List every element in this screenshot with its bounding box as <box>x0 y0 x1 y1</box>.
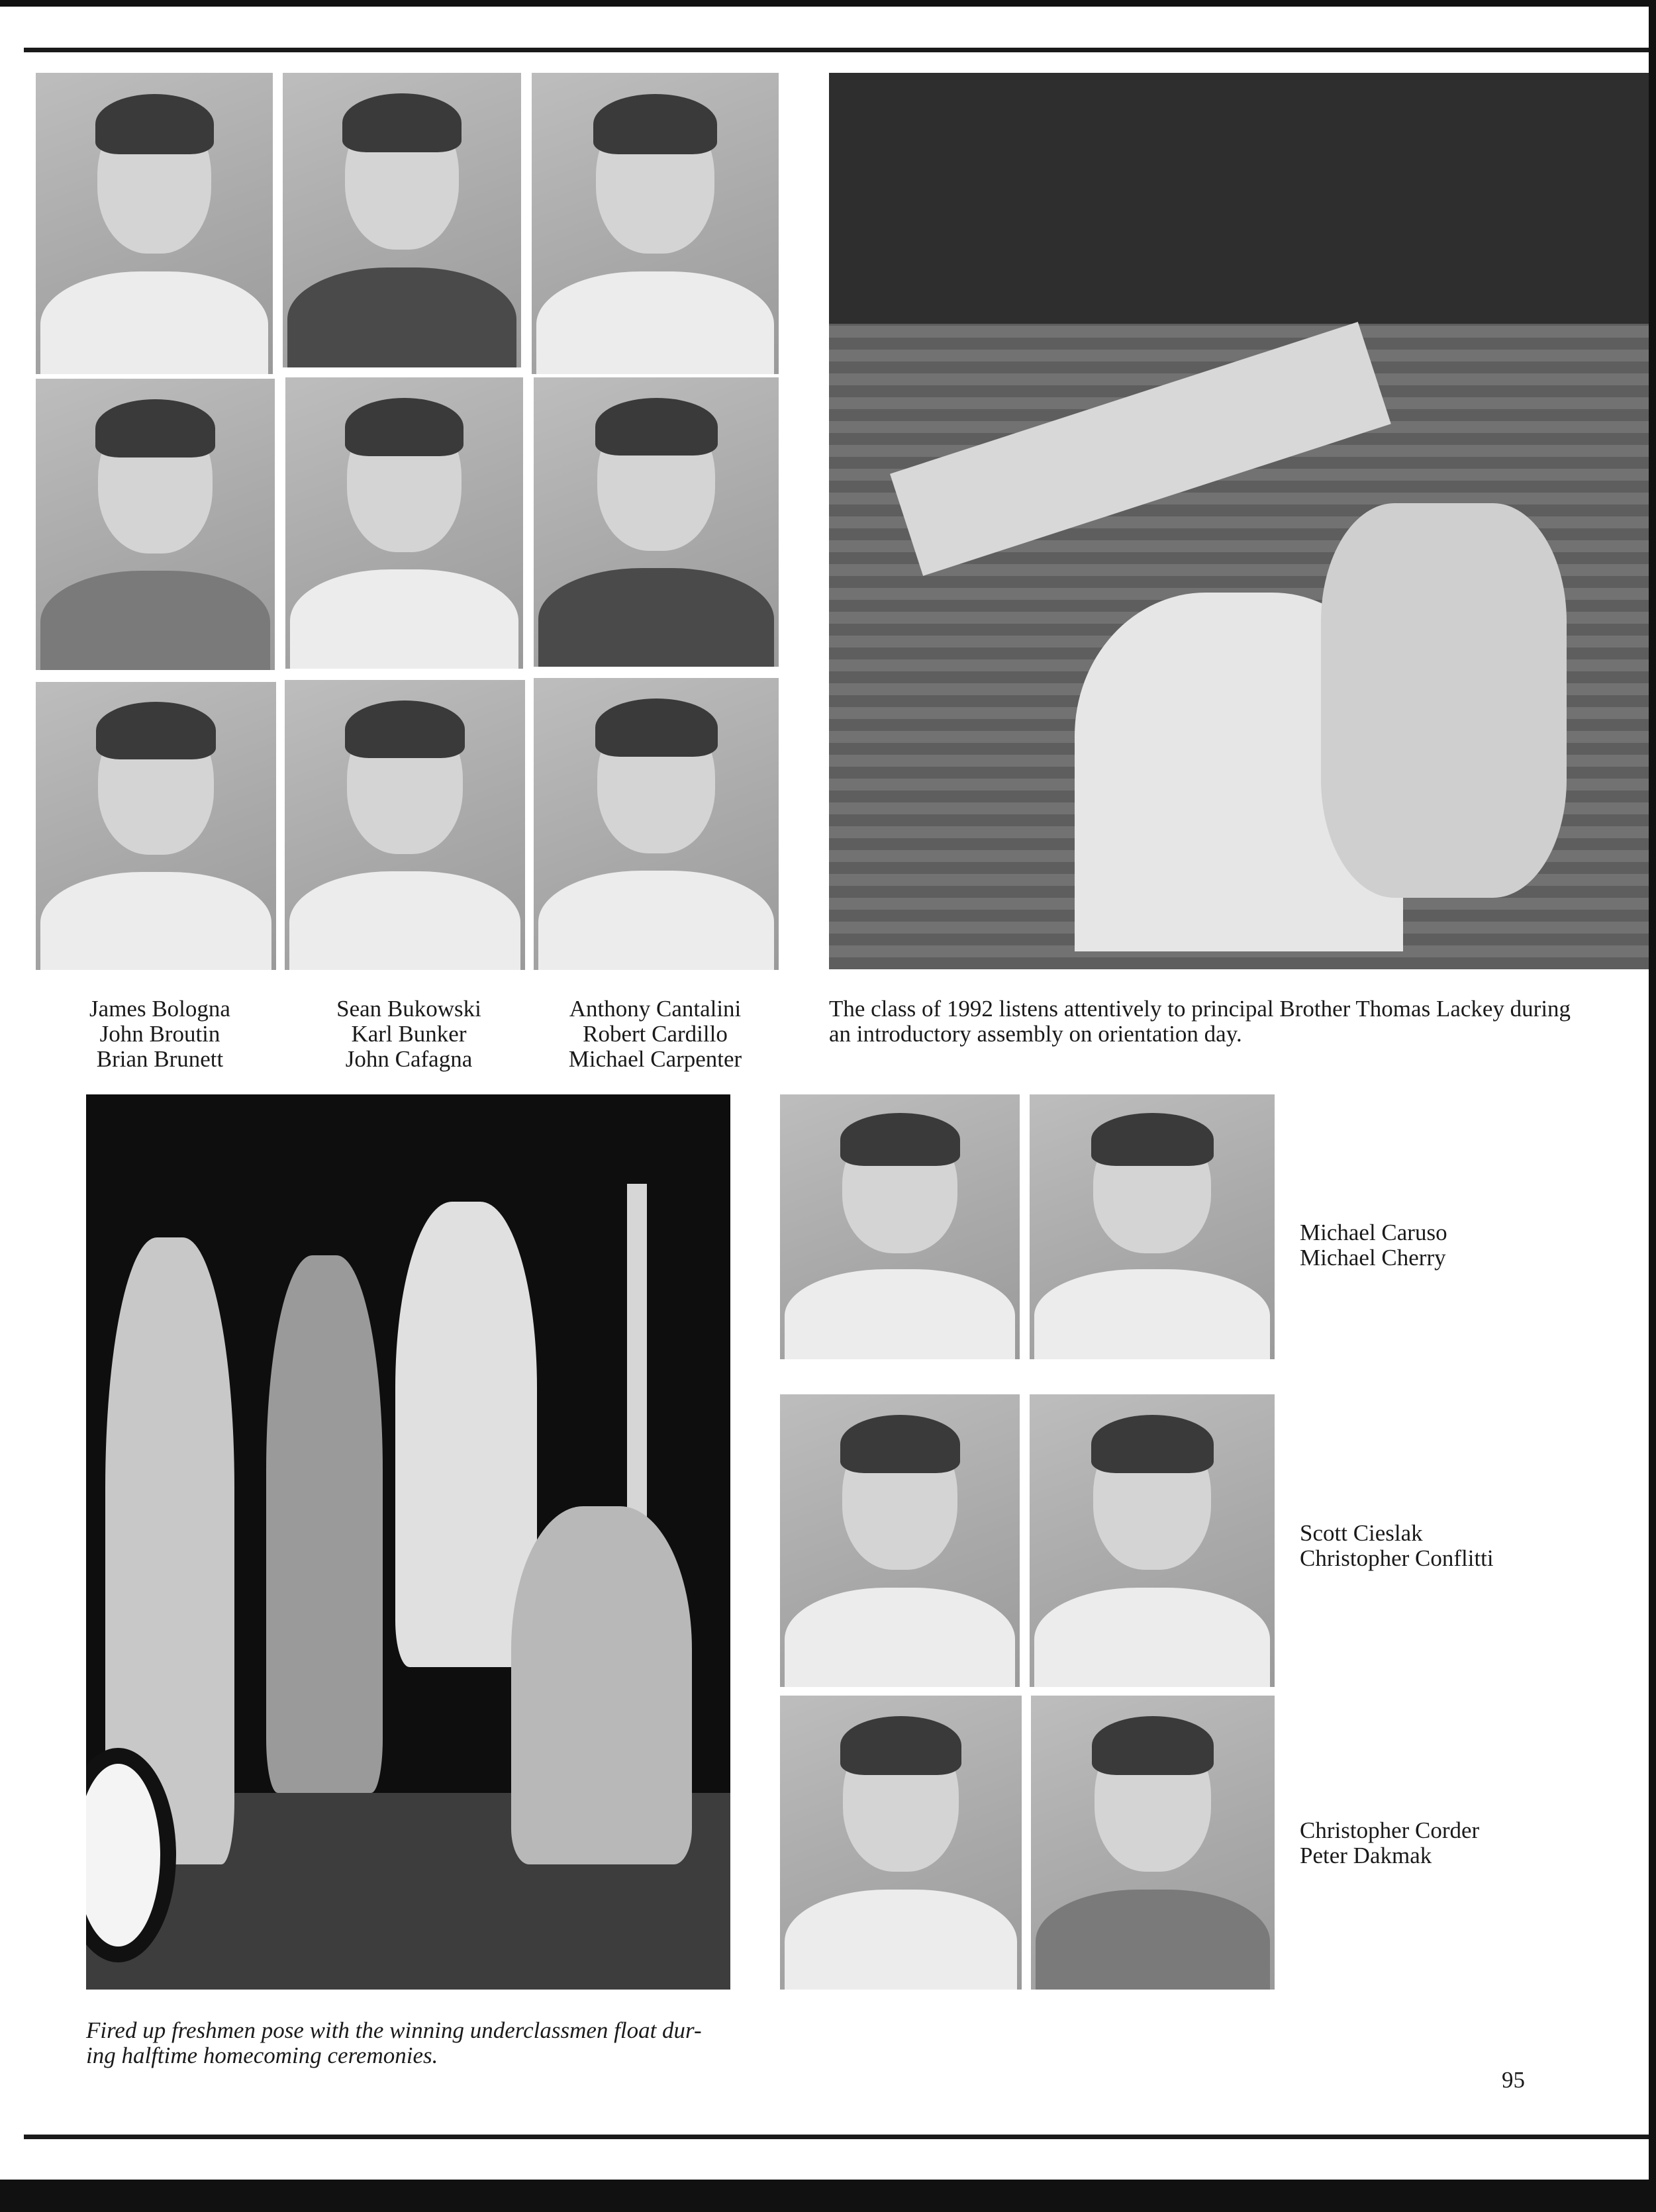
float-photo <box>86 1094 730 1990</box>
top-rule <box>24 48 1649 52</box>
portrait-photo <box>780 1394 1020 1687</box>
student-name: Christopher Conflitti <box>1300 1545 1494 1571</box>
portrait-photo <box>1030 1394 1275 1687</box>
portrait-photo <box>285 377 523 669</box>
student-name: Scott Cieslak <box>1300 1520 1423 1546</box>
name-column <box>36 996 284 1072</box>
page-number: 95 <box>1502 2067 1525 2093</box>
float-caption: Fired up freshmen pose with the winning underclassmen float dur- ing halftime homecoming ceremonies. <box>86 2017 702 2068</box>
portrait-photo <box>534 377 779 667</box>
name-column-side <box>1300 1521 1494 1571</box>
student-name: Anthony Cantalini <box>569 996 742 1022</box>
student-name: Michael Carpenter <box>568 1046 742 1072</box>
scan-edge-top <box>0 0 1656 7</box>
student-name: Sean Bukowski <box>336 996 481 1022</box>
assembly-photo <box>829 73 1649 969</box>
student-name: Brian Brunett <box>96 1046 224 1072</box>
portrait-photo <box>532 73 779 374</box>
student-name: Peter Dakmak <box>1300 1843 1432 1868</box>
name-column <box>531 996 779 1072</box>
student-name: Michael Cherry <box>1300 1245 1446 1271</box>
name-column-side <box>1300 1818 1479 1868</box>
portrait-photo <box>36 73 273 374</box>
student-name: John Cafagna <box>345 1046 473 1072</box>
student-name: James Bologna <box>89 996 230 1022</box>
portrait-photo <box>1030 1094 1275 1359</box>
portrait-photo <box>283 73 521 367</box>
student-name: Michael Caruso <box>1300 1220 1447 1245</box>
name-column-side <box>1300 1220 1447 1271</box>
portrait-photo <box>534 678 779 970</box>
portrait-photo <box>780 1696 1022 1990</box>
student-name: Robert Cardillo <box>583 1021 728 1047</box>
student-name: Karl Bunker <box>351 1021 467 1047</box>
portrait-photo <box>36 379 275 670</box>
scan-edge-right <box>1649 0 1656 2212</box>
assembly-caption: The class of 1992 listens attentively to principal Brother Thomas Lackey during an introductory assembly on orientation day. <box>829 996 1571 1047</box>
portrait-photo <box>285 680 525 970</box>
student-name: Christopher Corder <box>1300 1817 1480 1843</box>
name-column <box>285 996 533 1072</box>
portrait-photo <box>1031 1696 1275 1990</box>
student-name: John Broutin <box>99 1021 220 1047</box>
portrait-photo <box>780 1094 1020 1359</box>
bottom-rule <box>24 2135 1649 2139</box>
scan-edge-bottom <box>0 2180 1656 2212</box>
portrait-photo <box>36 682 276 970</box>
